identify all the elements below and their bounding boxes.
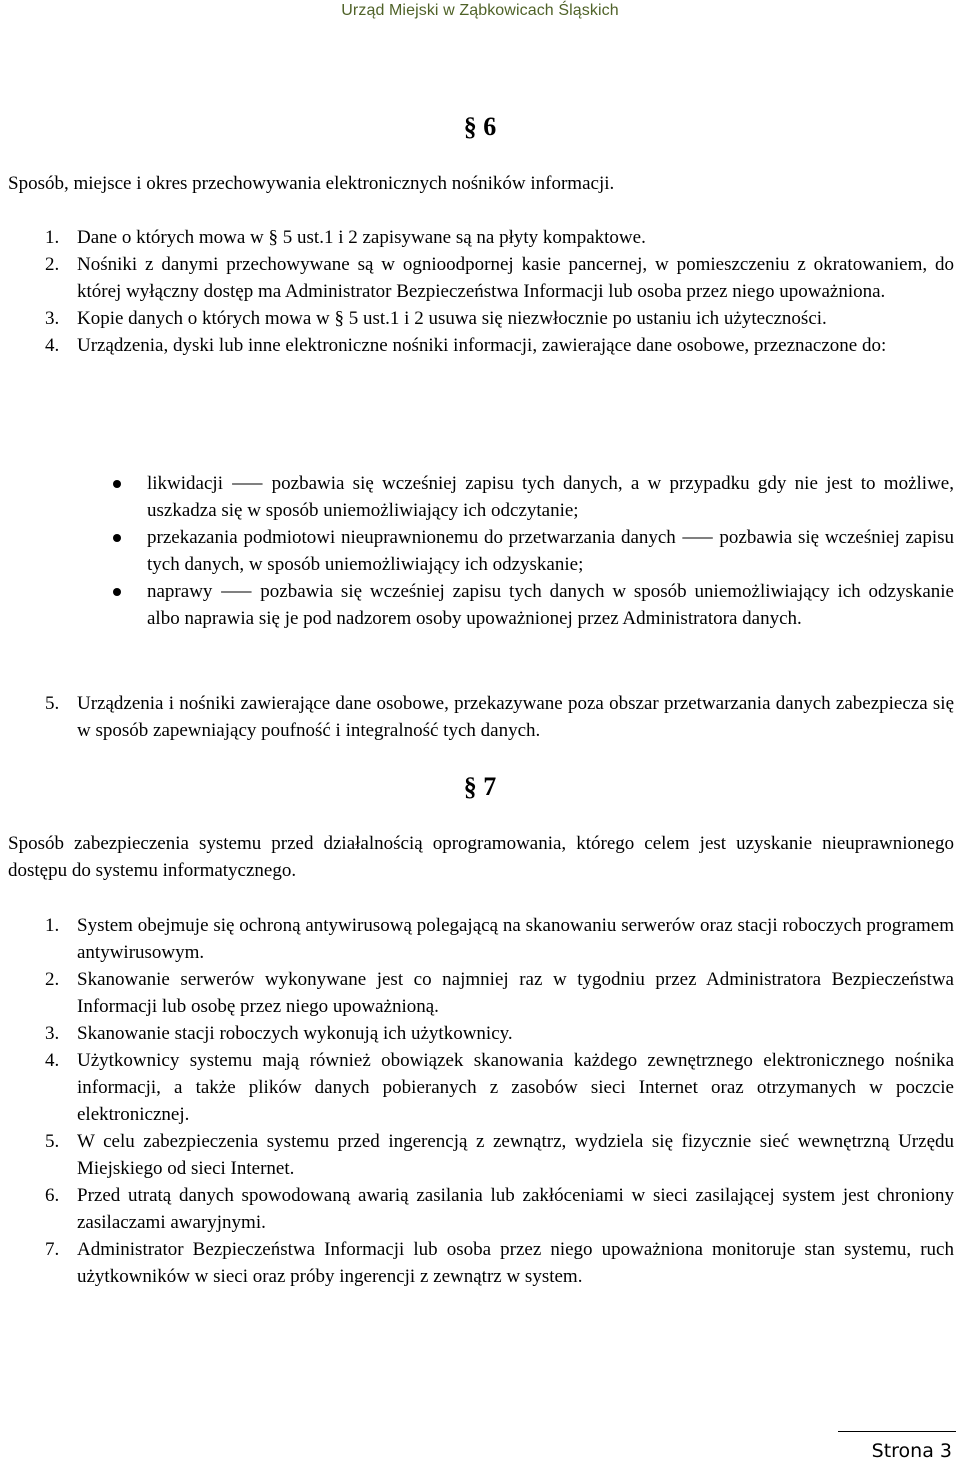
bullet-item	[108, 578, 954, 632]
list-item	[8, 1182, 954, 1236]
bullet-icon	[108, 524, 147, 578]
section-6-list	[8, 224, 954, 359]
bullet-icon	[108, 470, 147, 524]
list-number: 2.	[45, 969, 60, 990]
section-7-heading: § 7	[463, 772, 497, 801]
list-number: 4.	[45, 1050, 60, 1071]
bullet-text: naprawy ⸺ pozbawia się wcześniej zapisu tych danych w sposób uniemożliwiający ich odzyskanie albo naprawia się je pod nadzorem osoby upoważnionej przez Administratora danych.	[147, 581, 954, 629]
section-6-bullet-list	[108, 470, 954, 632]
list-item	[8, 966, 954, 1020]
list-text: Administrator Bezpieczeństwa Informacji lub osoba przez niego upoważniona monitoruje stan systemu, ruch użytkowników w sieci oraz próby ingerencji z zewnątrz w system.	[77, 1239, 954, 1287]
list-number: 2.	[45, 254, 60, 275]
list-item	[8, 224, 954, 251]
list-item	[8, 305, 954, 332]
list-number: 4.	[45, 335, 60, 356]
list-text: Skanowanie stacji roboczych wykonują ich użytkownicy.	[77, 1023, 513, 1044]
list-number: 1.	[45, 915, 60, 936]
list-item	[8, 1020, 954, 1047]
bullet-text: przekazania podmiotowi nieuprawnionemu do przetwarzania danych ⸺ pozbawia się wcześniej zapisu tych danych, w sposób uniemożliwiający ich odzyskanie;	[147, 527, 954, 575]
list-number: 5.	[45, 1131, 60, 1152]
list-item	[8, 332, 954, 359]
list-text: Kopie danych o których mowa w § 5 ust.1 i 2 usuwa się niezwłocznie po ustaniu ich użyteczności.	[77, 308, 827, 329]
list-number: 3.	[45, 308, 60, 329]
list-item	[8, 1128, 954, 1182]
list-text: Urządzenia, dyski lub inne elektroniczne nośniki informacji, zawierające dane osobowe, przeznaczone do:	[77, 335, 887, 356]
list-text: W celu zabezpieczenia systemu przed ingerencją z zewnątrz, wydziela się fizycznie sieć wewnętrzną Urzędu Miejskiego od sieci Internet.	[77, 1131, 954, 1179]
list-text: Skanowanie serwerów wykonywane jest co najmniej raz w tygodniu przez Administratora Bezpieczeństwa Informacji lub osobę przez niego upoważnioną.	[77, 969, 954, 1017]
list-number: 1.	[45, 227, 60, 248]
bullet-icon	[108, 578, 147, 632]
list-text: Nośniki z danymi przechowywane są w ognioodpornej kasie pancernej, w pomieszczeniu z okratowaniem, do której wyłączny dostęp ma Administrator Bezpieczeństwa Informacji lub osoba przez niego upoważniona.	[77, 254, 954, 302]
list-text: System obejmuje się ochroną antywirusową polegającą na skanowaniu serwerów oraz stacji roboczych programem antywirusowym.	[77, 915, 954, 963]
bullet-item	[108, 470, 954, 524]
footer-divider	[838, 1431, 956, 1432]
list-item	[8, 690, 954, 744]
list-text: Użytkownicy systemu mają również obowiązek skanowania każdego zewnętrznego elektronicznego nośnika informacji, a także plików danych pobieranych z zasobów sieci Internet oraz otrzymanych w poczcie elektronicznej.	[77, 1050, 954, 1125]
list-item	[8, 251, 954, 305]
bullet-item	[108, 524, 954, 578]
list-number: 3.	[45, 1023, 60, 1044]
list-item	[8, 1047, 954, 1128]
list-number: 7.	[45, 1239, 60, 1260]
list-text: Przed utratą danych spowodowaną awarią zasilania lub zakłóceniami w sieci zasilającej system jest chroniony zasilaczami awaryjnymi.	[77, 1185, 954, 1233]
section-7-intro: Sposób zabezpieczenia systemu przed działalnością oprogramowania, którego celem jest uzyskanie nieuprawnionego dostępu do systemu informatycznego.	[8, 833, 954, 881]
list-number: 5.	[45, 693, 60, 714]
list-text: Urządzenia i nośniki zawierające dane osobowe, przekazywane poza obszar przetwarzania danych zabezpiecza się w sposób zapewniający poufność i integralność tych danych.	[77, 693, 954, 741]
bullet-text: likwidacji ⸺ pozbawia się wcześniej zapisu tych danych, a w przypadku gdy nie jest to możliwe, uszkadza się w sposób uniemożliwiający ich odczytanie;	[147, 473, 954, 521]
section-6-heading: § 6	[463, 112, 497, 141]
section-7-list	[8, 912, 954, 1290]
section-6-item-5	[8, 690, 954, 744]
list-item	[8, 912, 954, 966]
document-header: Urząd Miejski w Ząbkowicach Śląskich	[341, 2, 619, 19]
list-item	[8, 1236, 954, 1290]
page-number: Strona 3	[871, 1440, 952, 1462]
section-6-intro: Sposób, miejsce i okres przechowywania elektronicznych nośników informacji.	[8, 173, 615, 194]
list-number: 6.	[45, 1185, 60, 1206]
list-text: Dane o których mowa w § 5 ust.1 i 2 zapisywane są na płyty kompaktowe.	[77, 227, 646, 248]
